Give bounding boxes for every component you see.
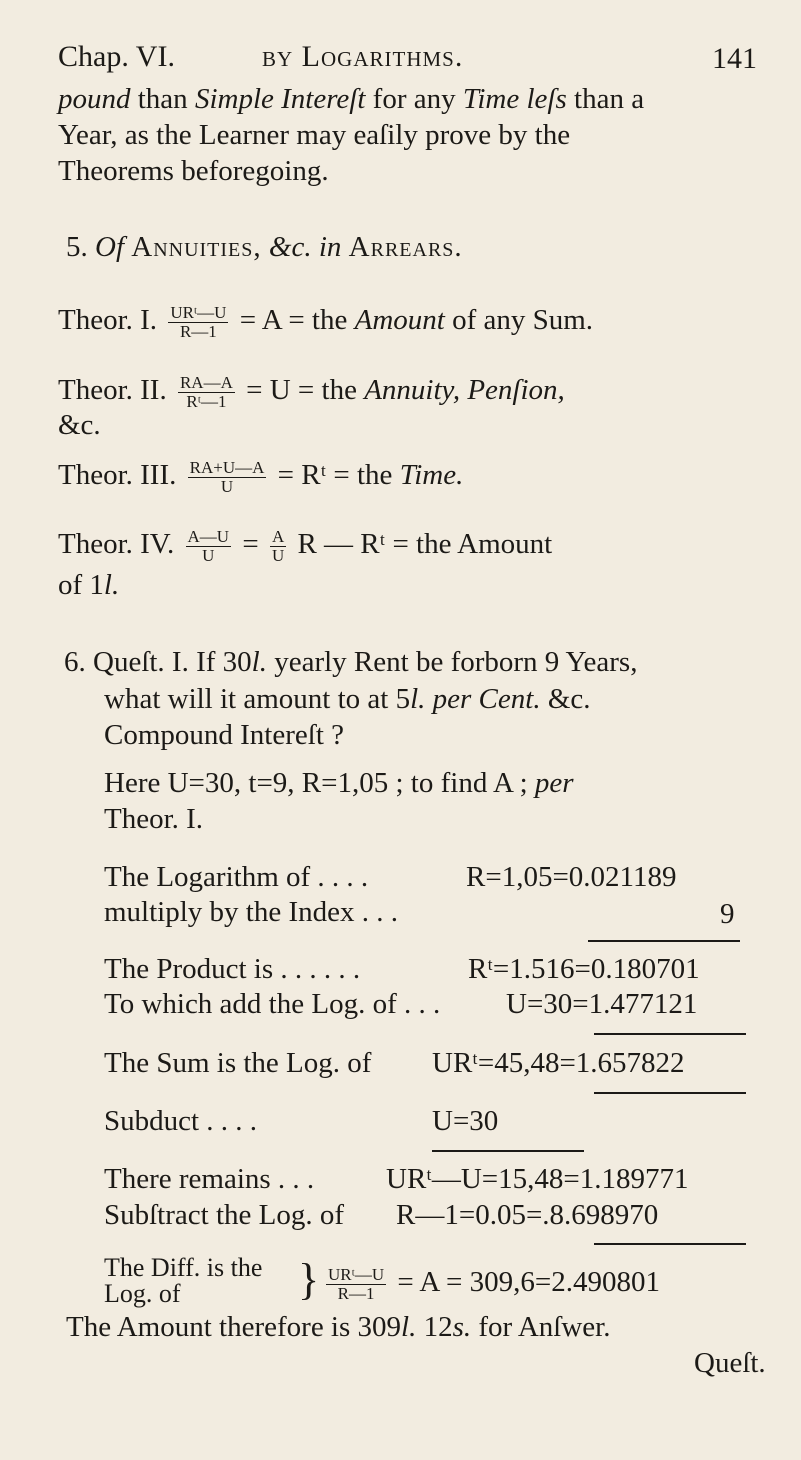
running-title: by Logarithms.: [262, 40, 464, 73]
calc-row-1-label: The Logarithm of . . . .: [104, 861, 369, 893]
calc-row-2-value: 9: [720, 898, 735, 930]
theorem-3-fraction: $\frac{RA+U—A}{U}$: [189, 457, 265, 496]
closing-line: The Amount therefore is 309l. 12s. for Anſwer.: [66, 1311, 611, 1343]
question-line-3: Compound Intereſt ?: [104, 719, 345, 751]
calc-rule-3: [594, 1092, 746, 1094]
calc-row-7-label: There remains . . .: [104, 1163, 315, 1195]
question-line-2: what will it amount to at 5l. per Cent. &c.: [104, 683, 591, 715]
catchword: Queſt.: [694, 1347, 766, 1379]
theorem-4-continued: of 1l.: [58, 569, 120, 601]
calc-row-9-label: The Diff. is the Log. of: [104, 1253, 263, 1308]
calc-row-9-formula: $\frac{\text{URᵗ—U}}{R—1}$ = A = 309,6=2.490801: [328, 1264, 660, 1303]
calc-row-2-label: multiply by the Index . . .: [104, 896, 398, 928]
running-head: [58, 40, 175, 74]
calc-row-9-brace: }: [298, 1255, 320, 1304]
calc-row-7-value: URᵗ—U=15,48=1.189771: [386, 1163, 689, 1195]
calc-row-8-value: R—1=0.05=.8.698970: [396, 1199, 659, 1231]
calc-row-5-label: The Sum is the Log. of: [104, 1047, 372, 1079]
calc-row-3-label: The Product is . . . . . .: [104, 953, 361, 985]
theorem-3: Theor. III. $\frac{RA+U—A}{U}$ = Rᵗ = the Time.: [58, 457, 464, 496]
page-number: 141: [712, 42, 757, 75]
calc-row-8-label: Subſtract the Log. of: [104, 1199, 345, 1231]
intro-line-2: Year, as the Learner may eaſily prove by the: [58, 119, 571, 151]
theorem-4: Theor. IV. $\frac{A—U}{U}$ = $\frac{A}{U}$ R — Rᵗ = the Amount: [58, 526, 553, 565]
theorem-1: Theor. I. $\frac{\text{URᵗ—U}}{R—1}$ = A = the Amount of any Sum.: [58, 302, 594, 341]
calc-row-5-value: URᵗ=45,48=1.657822: [432, 1047, 685, 1079]
calc-rule-4: [432, 1150, 584, 1152]
chapter-label: Chap. VI.: [58, 40, 175, 73]
calc-rule-2: [594, 1033, 746, 1035]
question-line-4: Here U=30, t=9, R=1,05 ; to find A ; per: [104, 767, 574, 799]
calc-row-1-value: R=1,05=0.021189: [466, 861, 677, 893]
calc-rule-1: [588, 940, 740, 942]
question-line-1: 6. Queſt. I. If 30l. yearly Rent be forborn 9 Years,: [64, 646, 638, 678]
question-line-5: Theor. I.: [104, 803, 204, 835]
theorem-2-fraction: $\frac{RA—A}{\text{Rᵗ—1}}$: [179, 372, 233, 411]
calc-rule-5: [594, 1243, 746, 1245]
theorem-1-fraction: $\frac{\text{URᵗ—U}}{R—1}$: [170, 302, 227, 341]
theorem-4-fraction-2: $\frac{A}{U}$: [271, 526, 285, 565]
intro-line-1: pound than Simple Intereſt for any Time leſs than a: [58, 83, 645, 115]
calc-row-6-value: U=30: [432, 1105, 499, 1137]
theorem-2-continued: &c.: [58, 409, 101, 441]
section-heading: 5. Of Annuities, &c. in Arrears.: [66, 231, 463, 263]
calc-row-4-label: To which add the Log. of . . .: [104, 988, 441, 1020]
theorem-2: Theor. II. $\frac{RA—A}{\text{Rᵗ—1}}$ = U = the Annuity, Penſion,: [58, 372, 565, 411]
theorem-4-fraction-1: $\frac{A—U}{U}$: [187, 526, 230, 565]
calc-row-3-value: Rᵗ=1.516=0.180701: [468, 953, 700, 985]
calc-row-4-value: U=30=1.477121: [506, 988, 698, 1020]
calc-row-9-fraction: $\frac{\text{URᵗ—U}}{R—1}$: [328, 1264, 385, 1303]
intro-line-3: Theorems beforegoing.: [58, 155, 329, 187]
calc-row-6-label: Subduct . . . .: [104, 1105, 258, 1137]
